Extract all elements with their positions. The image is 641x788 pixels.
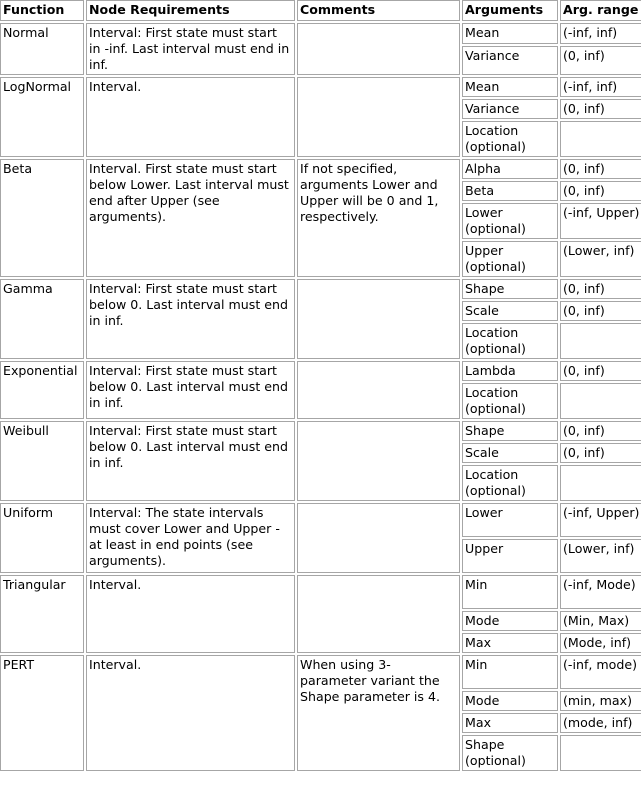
function-cell: LogNormal: [0, 77, 84, 157]
table-row: [0, 23, 641, 44]
node-requirements-cell: Interval: First state must start below 0. Last interval must end in inf.: [86, 421, 295, 501]
table-row: [0, 77, 641, 97]
arg-range-cell: (min, max): [560, 691, 641, 711]
node-requirements-cell: Interval. First state must start below Lower. Last interval must end after Upper (see arguments).: [86, 159, 295, 277]
arg-range-cell: [560, 121, 641, 157]
node-requirements-cell: Interval: The state intervals must cover Lower and Upper - at least in end points (see arguments).: [86, 503, 295, 573]
table-row: [0, 361, 641, 381]
header-function: Function: [0, 0, 84, 21]
header-node-requirements: Node Requirements: [86, 0, 295, 21]
argument-cell: Max: [462, 633, 558, 653]
argument-cell: Mean: [462, 77, 558, 97]
arg-range-cell: (-inf, Upper): [560, 503, 641, 537]
arg-range-cell: (Min, Max): [560, 611, 641, 631]
arg-range-cell: (0, inf): [560, 46, 641, 75]
arg-range-cell: (0, inf): [560, 181, 641, 201]
argument-cell: Upper (optional): [462, 241, 558, 277]
argument-cell: Lambda: [462, 361, 558, 381]
argument-cell: Location (optional): [462, 121, 558, 157]
argument-cell: Location (optional): [462, 465, 558, 501]
node-requirements-cell: Interval.: [86, 77, 295, 157]
argument-cell: Mean: [462, 23, 558, 44]
header-row: [0, 0, 641, 21]
argument-cell: Mode: [462, 611, 558, 631]
function-cell: PERT: [0, 655, 84, 771]
arg-range-cell: (0, inf): [560, 301, 641, 321]
arg-range-cell: (mode, inf): [560, 713, 641, 733]
function-cell: Exponential: [0, 361, 84, 419]
comments-cell: If not specified, arguments Lower and Upper will be 0 and 1, respectively.: [297, 159, 460, 277]
comments-cell: [297, 575, 460, 653]
comments-cell: [297, 421, 460, 501]
arg-range-cell: (0, inf): [560, 421, 641, 441]
table-row: [0, 421, 641, 441]
argument-cell: Location (optional): [462, 383, 558, 419]
table-row: [0, 655, 641, 689]
argument-cell: Shape (optional): [462, 735, 558, 771]
argument-cell: Max: [462, 713, 558, 733]
argument-cell: Scale: [462, 443, 558, 463]
argument-cell: Alpha: [462, 159, 558, 179]
node-requirements-cell: Interval: First state must start below 0. Last interval must end in inf.: [86, 279, 295, 359]
argument-cell: Location (optional): [462, 323, 558, 359]
node-requirements-cell: Interval.: [86, 575, 295, 653]
argument-cell: Beta: [462, 181, 558, 201]
comments-cell: [297, 279, 460, 359]
comments-cell: When using 3-parameter variant the Shape parameter is 4.: [297, 655, 460, 771]
arg-range-cell: [560, 465, 641, 501]
comments-cell: [297, 77, 460, 157]
arg-range-cell: (Lower, inf): [560, 241, 641, 277]
header-comments: Comments: [297, 0, 460, 21]
argument-cell: Min: [462, 655, 558, 689]
table-row: [0, 575, 641, 609]
argument-cell: Min: [462, 575, 558, 609]
arg-range-cell: (-inf, inf): [560, 77, 641, 97]
arg-range-cell: (0, inf): [560, 361, 641, 381]
arg-range-cell: (0, inf): [560, 443, 641, 463]
arg-range-cell: [560, 323, 641, 359]
argument-cell: Lower (optional): [462, 203, 558, 239]
function-cell: Weibull: [0, 421, 84, 501]
function-cell: Uniform: [0, 503, 84, 573]
table-row: [0, 159, 641, 179]
node-requirements-cell: Interval: First state must start in -inf. Last interval must end in inf.: [86, 23, 295, 75]
function-cell: Beta: [0, 159, 84, 277]
arg-range-cell: [560, 735, 641, 771]
arg-range-cell: (-inf, Mode): [560, 575, 641, 609]
comments-cell: [297, 503, 460, 573]
table-row: [0, 503, 641, 537]
arg-range-cell: (-inf, Upper): [560, 203, 641, 239]
function-cell: Gamma: [0, 279, 84, 359]
header-arguments: Arguments: [462, 0, 558, 21]
argument-cell: Lower: [462, 503, 558, 537]
arg-range-cell: (0, inf): [560, 159, 641, 179]
function-cell: Normal: [0, 23, 84, 75]
table-row: [0, 279, 641, 299]
arg-range-cell: (Mode, inf): [560, 633, 641, 653]
comments-cell: [297, 361, 460, 419]
arg-range-cell: [560, 383, 641, 419]
argument-cell: Mode: [462, 691, 558, 711]
function-cell: Triangular: [0, 575, 84, 653]
arg-range-cell: (0, inf): [560, 279, 641, 299]
argument-cell: Upper: [462, 539, 558, 573]
node-requirements-cell: Interval.: [86, 655, 295, 771]
arg-range-cell: (0, inf): [560, 99, 641, 119]
argument-cell: Scale: [462, 301, 558, 321]
argument-cell: Shape: [462, 279, 558, 299]
argument-cell: Shape: [462, 421, 558, 441]
comments-cell: [297, 23, 460, 75]
argument-cell: Variance: [462, 99, 558, 119]
arg-range-cell: (-inf, inf): [560, 23, 641, 44]
argument-cell: Variance: [462, 46, 558, 75]
node-requirements-cell: Interval: First state must start below 0. Last interval must end in inf.: [86, 361, 295, 419]
arg-range-cell: (Lower, inf): [560, 539, 641, 573]
header-arg-range: Arg. range: [560, 0, 641, 21]
arg-range-cell: (-inf, mode): [560, 655, 641, 689]
